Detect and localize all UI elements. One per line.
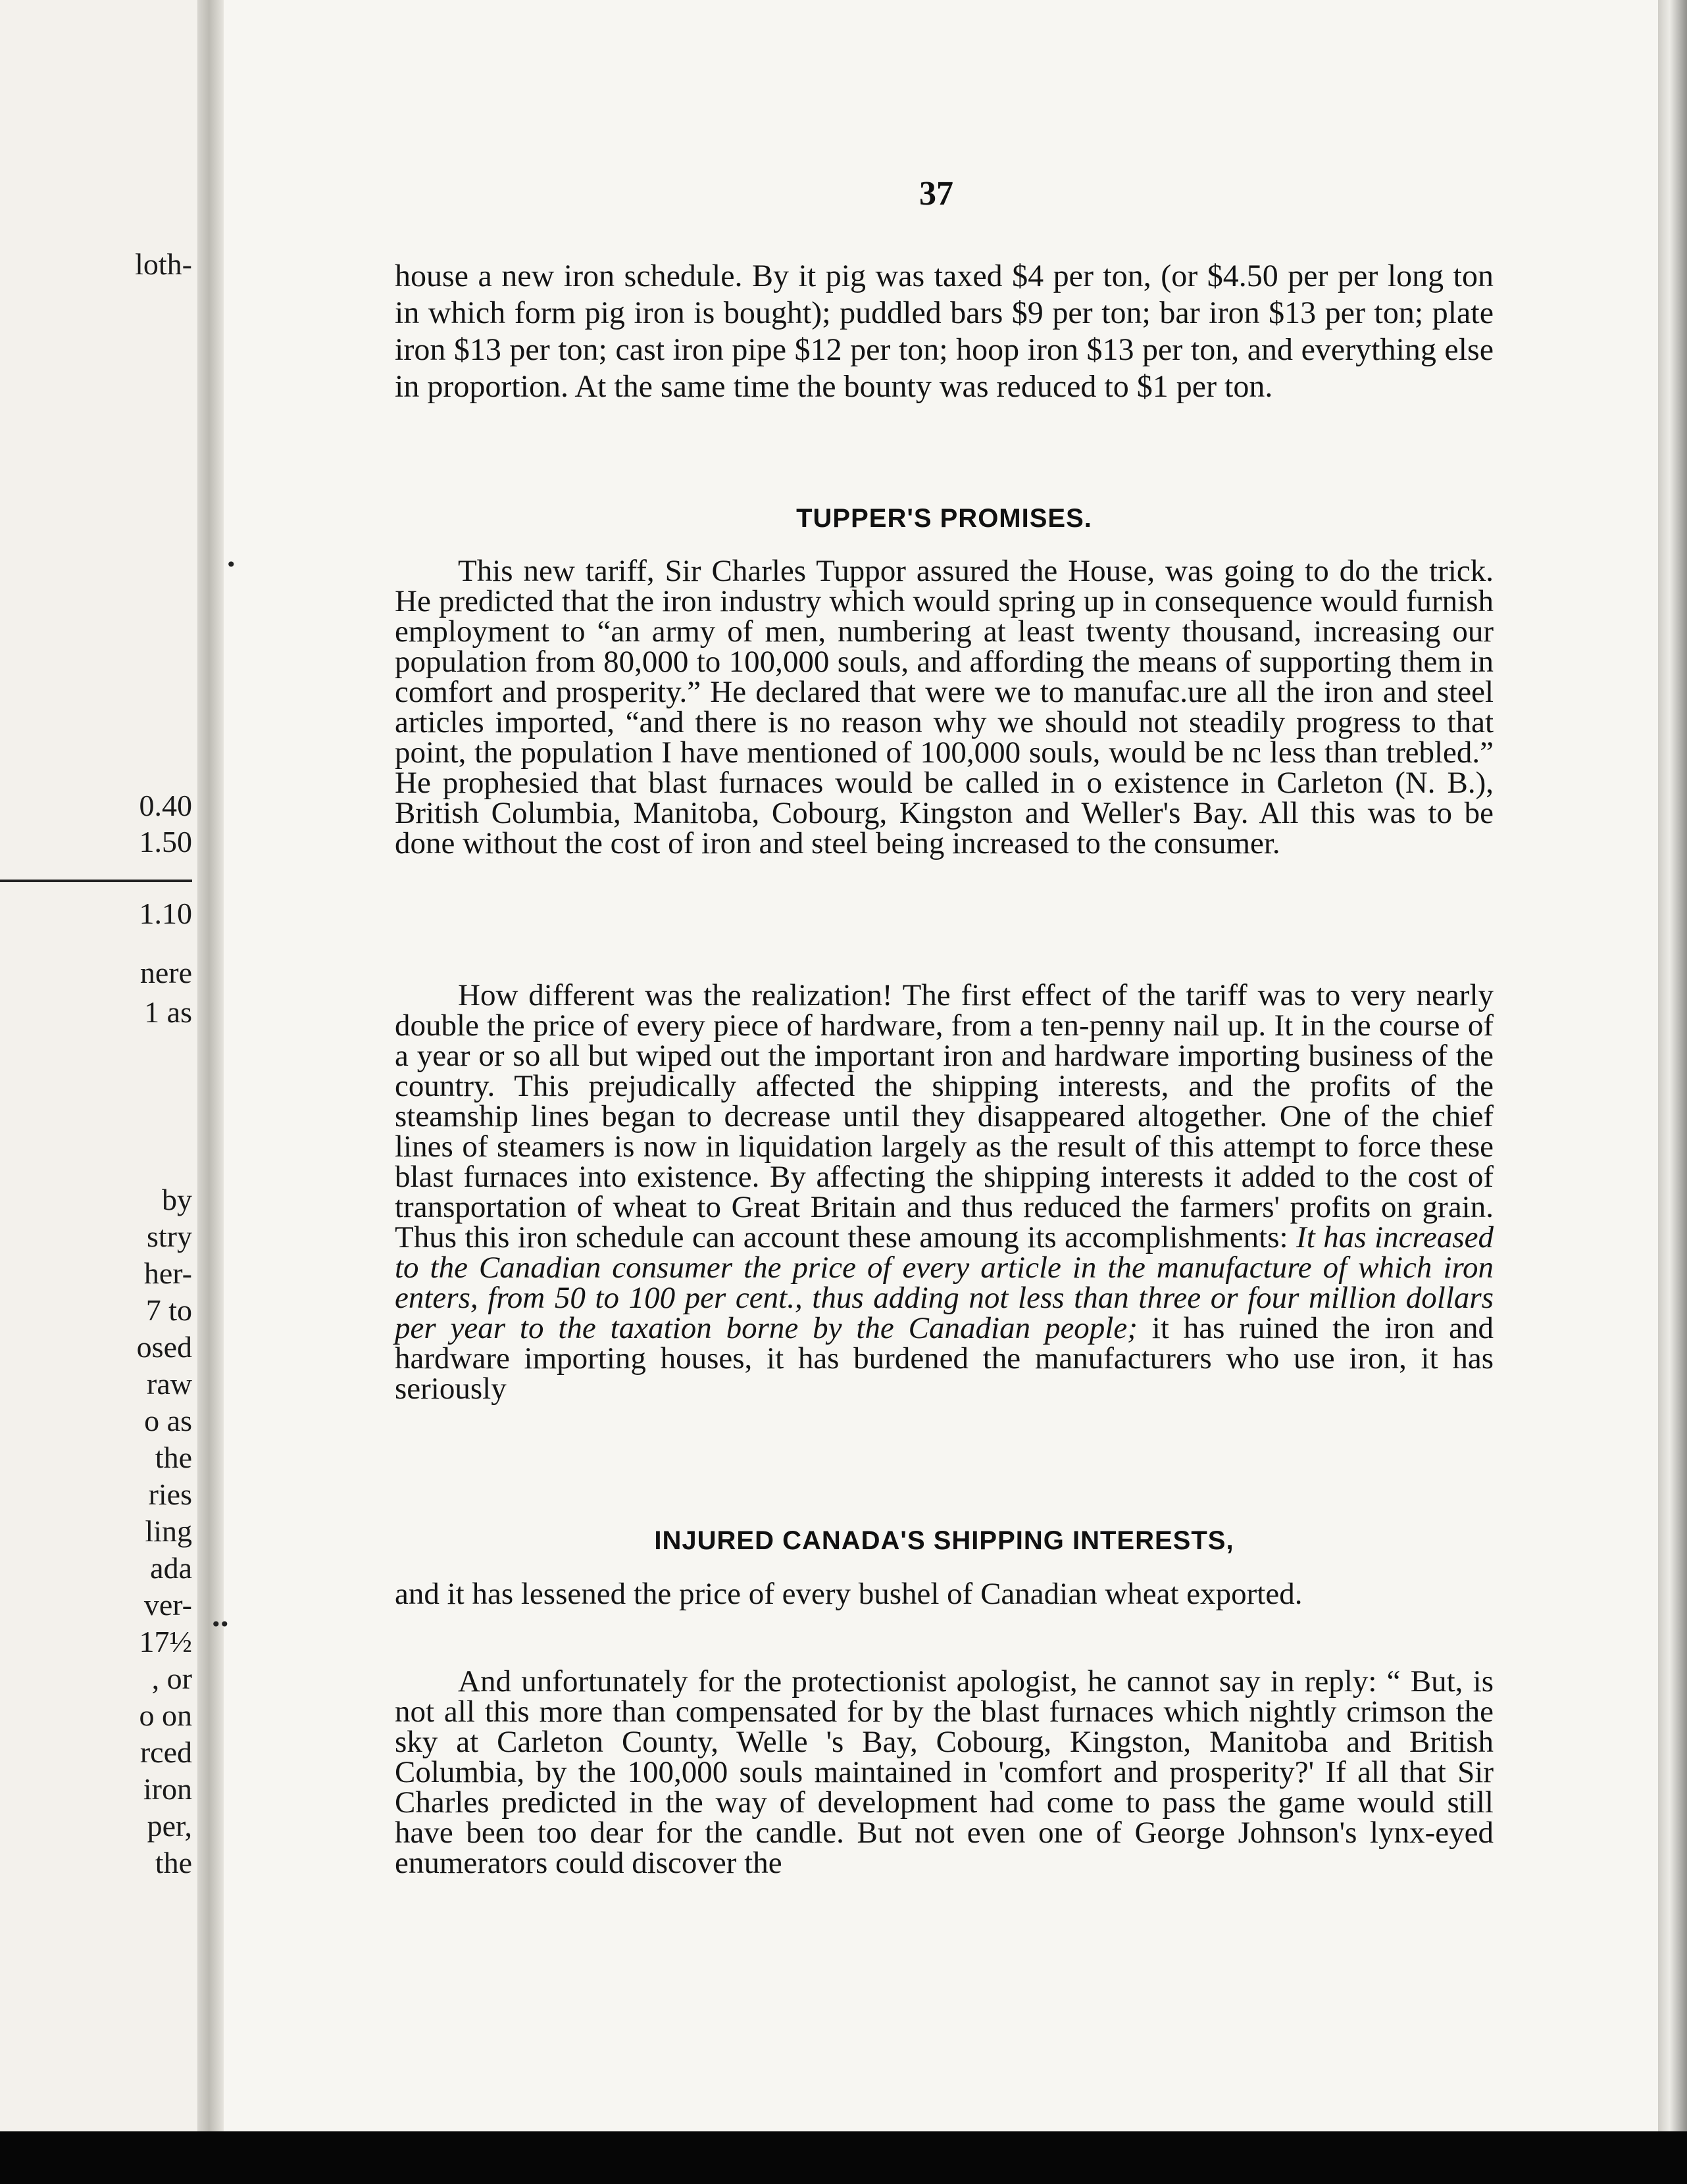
left-fragment: o as	[144, 1404, 192, 1437]
paragraph-text: And unfortunately for the protectionist apologist, he cannot say in reply: “ But, is not all this more than compensated for by the blast furnaces which nightly crimson the sky at Carleton County, Welle 's Bay, Cobourg, Kingston, Manitoba and British Columbia, by the 100,000 souls maintained in 'comfort and prosperity?' If all that Sir Charles predicted in the way of development had come to pass the game would still have been too dear for the candle. But not even one of George Johnson's lynx-eyed enumerators could discover the	[395, 1664, 1494, 1880]
page-number: 37	[919, 175, 953, 212]
left-fragment: per,	[147, 1809, 192, 1843]
left-fragment: rced	[139, 1735, 192, 1769]
left-fragment: 17½	[139, 1625, 192, 1658]
paragraph-italic-passage: It has increased to the Canadian consumer the price of every article in the manufacture of which iron enters, from 50 to 100 per cent., thus adding not less than three or four million dollars per year to the taxation borne by the Canadian people;	[395, 1220, 1494, 1345]
left-fragment: , or	[151, 1662, 192, 1695]
left-fragment: ries	[148, 1477, 192, 1511]
paragraph-iron-schedule	[395, 258, 1494, 405]
margin-mark: •	[211, 1614, 222, 1635]
left-fragment: o on	[139, 1699, 192, 1732]
left-fragment: 0.40	[139, 789, 192, 822]
paragraph-new-tariff	[395, 556, 1494, 858]
book-gutter	[197, 0, 224, 2131]
left-fragment: the	[155, 1846, 192, 1879]
left-fragment: osed	[136, 1330, 192, 1364]
paragraph-text: and it has lessened the price of every bushel of Canadian wheat exported.	[395, 1577, 1303, 1611]
left-fragment: 1.10	[139, 897, 192, 930]
left-fragment: iron	[143, 1772, 192, 1806]
paragraph-text: house a new iron schedule. By it pig was taxed $4 per ton, (or $4.50 per per long ton in which form pig iron is bought); puddled bars $9 per ton; bar iron $13 per ton; plate iron $13 per ton; cast iron pipe $12 per ton; hoop iron $13 per ton, and everything else in proportion. At the same time the bounty was reduced to $1 per ton.	[395, 259, 1494, 404]
paragraph-text: This new tariff, Sir Charles Tuppor assured the House, was going to do the trick. He predicted that the iron industry which would spring up in consequence would furnish employment to “an army of men, numbering at least twenty thousand, increasing our population from 80,000 to 100,000 souls, and affording the means of supporting them in comfort and prosperity.” He declared that were we to manufac.ure all the iron and steel articles imported, “and there is no reason why we should not steadily progress to that point, the population I have mentioned of 100,000 souls, would be nc less than trebled.” He prophesied that blast furnaces would be called in o existence in Carleton (N. B.), British Columbia, Manitoba, Cobourg, Kingston and Weller's Bay. All this was to be done without the cost of iron and steel being increased to the consumer.	[395, 554, 1494, 860]
left-rule	[0, 880, 192, 882]
left-fragment: ver-	[143, 1588, 192, 1622]
left-fragment: her-	[143, 1256, 192, 1290]
right-page-edge	[1658, 0, 1687, 2131]
left-fragment: stry	[147, 1220, 192, 1253]
paragraph-text-start: How different was the realization! The first effect of the tariff was to very nearly double the price of every piece of hardware, from a ten-penny nail up. It in the course of a year or so all but wiped out the important iron and hardware importing business of the country. This prejudically affected the shipping interests, and the profits of the steamship lines began to decrease until they disappeared altogether. One of the chief lines of steamers is now in liquidation largely as the result of this attempt to force these blast furnaces into existence. By affecting the shipping interests it added to the cost of transportation of wheat to Great Britain and thus reduced the farmers' profits on grain. Thus this iron schedule can account these amoung its accomplishments:	[395, 978, 1494, 1254]
left-page-edge	[0, 0, 197, 2131]
left-fragment: 1 as	[144, 995, 192, 1029]
left-fragment: raw	[147, 1367, 192, 1401]
left-fragment: by	[162, 1183, 192, 1216]
left-fragment: 1.50	[139, 825, 192, 858]
paragraph-realization	[395, 980, 1494, 1404]
left-fragment: ling	[145, 1514, 192, 1548]
left-fragment: loth-	[135, 247, 192, 281]
left-fragment: the	[155, 1441, 192, 1474]
paragraph-protectionist-apologist	[395, 1666, 1494, 1878]
left-fragment: nere	[139, 956, 192, 989]
margin-mark: •	[219, 1614, 230, 1635]
left-fragment: 7 to	[145, 1293, 192, 1327]
paragraph-text	[395, 980, 1494, 1404]
left-fragment: ada	[150, 1551, 192, 1585]
paragraph-wheat-exported	[395, 1579, 1494, 1609]
margin-mark: •	[226, 554, 237, 576]
section-heading-tuppers-promises: TUPPER'S PROMISES.	[796, 504, 1092, 533]
section-heading-shipping-interests: INJURED CANADA'S SHIPPING INTERESTS,	[654, 1526, 1234, 1555]
paragraph-text-end: it has ruined the iron and hardware importing houses, it has burdened the manufacturers who use iron, it has seriously	[395, 1311, 1494, 1406]
